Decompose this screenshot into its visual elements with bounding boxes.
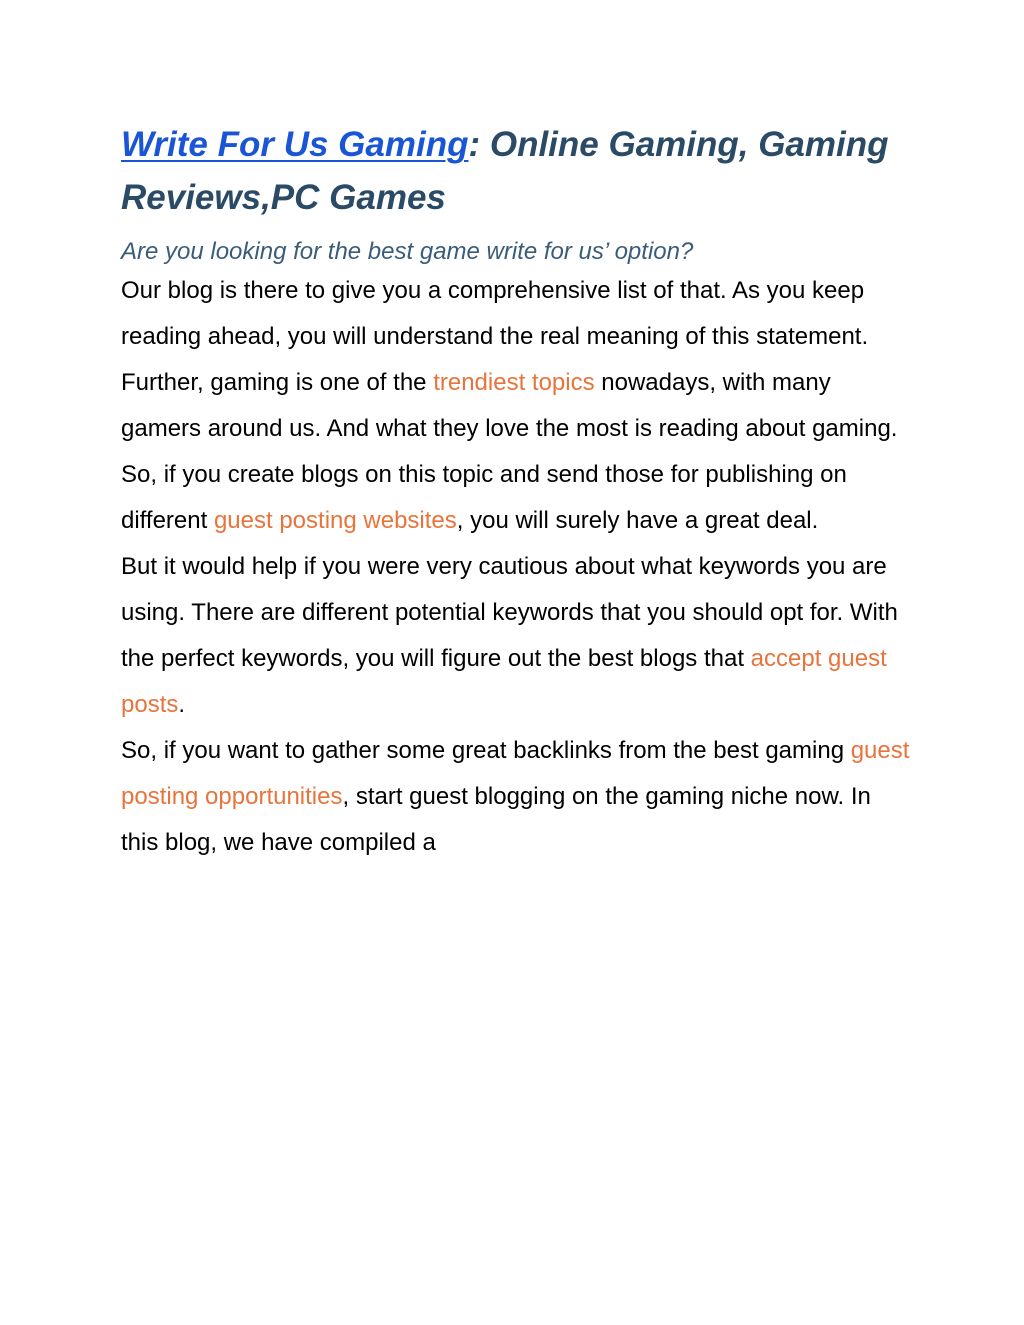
paragraph-intro xyxy=(121,268,911,544)
title-rest: : Online Gaming, Gaming Reviews,PC Games xyxy=(121,125,889,217)
paragraph-text: , you will surely have a great deal. xyxy=(456,507,819,534)
paragraph-text: , start guest blogging on the gaming niche now. In this blog, we have compiled a xyxy=(121,783,871,856)
title-link-write-for-us-gaming[interactable]: Write For Us Gaming xyxy=(121,125,469,164)
link-guest-posting-websites[interactable]: guest posting websites xyxy=(213,507,457,534)
paragraph-text: Our blog is there to give you a comprehensive list of that. As you keep reading ahead, you will understand the real meaning of this statement. Further, gaming is one of the xyxy=(121,277,869,396)
paragraph-text: But it would help if you were very cautious about what keywords you are using. There are different potential keywords that you should opt for. With the perfect keywords, you will figure out the best blogs that xyxy=(121,553,898,672)
page-subtitle: Are you looking for the best game write for us’ option? xyxy=(121,238,694,265)
paragraph-keywords xyxy=(121,544,911,728)
paragraph-text: So, if you want to gather some great backlinks from the best gaming xyxy=(121,737,851,764)
paragraph-text: nowadays, with many gamers around us. And what they love the most is reading about gaming. So, if you create blogs on this topic and send those for publishing on different xyxy=(121,369,898,534)
paragraph-text: . xyxy=(178,691,186,718)
paragraph-backlinks xyxy=(121,728,911,866)
link-guest-posting-opportunities[interactable]: guest posting opportunities xyxy=(121,737,910,810)
document-page xyxy=(121,118,911,866)
page-title xyxy=(121,118,911,224)
link-trendiest-topics[interactable]: trendiest topics xyxy=(433,369,595,396)
link-accept-guest-posts[interactable]: accept guest posts xyxy=(121,645,887,718)
